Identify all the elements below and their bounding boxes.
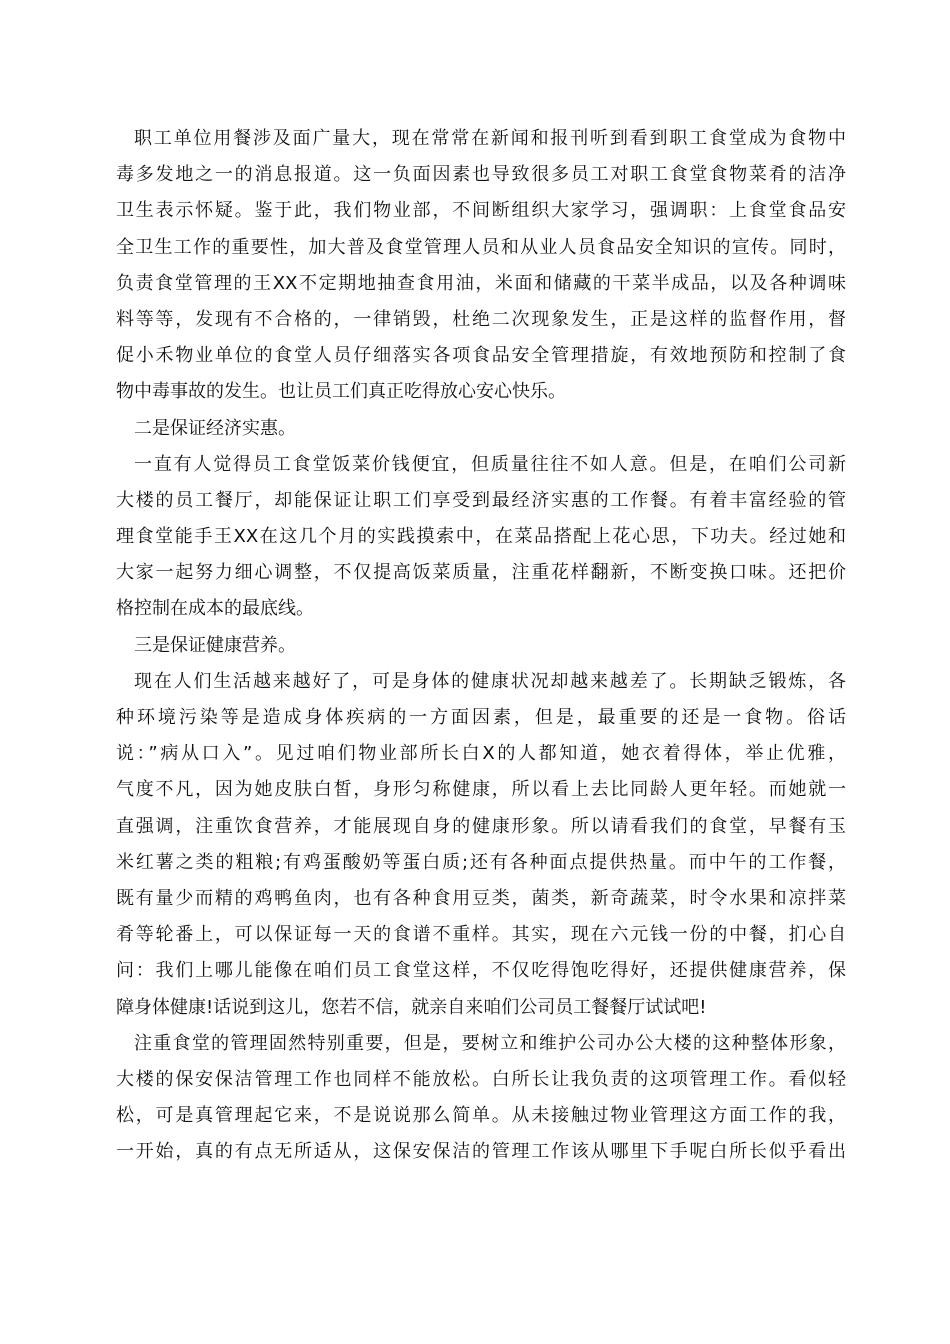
text-line: 现在人们生活越来越好了，可是身体的健康状况却越来越差了。长期缺乏锻炼，各 bbox=[134, 670, 846, 692]
document-body bbox=[116, 121, 846, 1170]
text-line: 大楼的保安保洁管理工作也同样不能放松。白所长让我负责的这项管理工作。看似轻 bbox=[116, 1068, 846, 1090]
section-heading: 三是保证健康营养。 bbox=[134, 634, 296, 656]
text-line: 负责食堂管理的王XX不定期地抽查食用油，米面和储藏的干菜半成品，以及各种调味 bbox=[116, 272, 846, 294]
text-line: 肴等轮番上，可以保证每一天的食谱不重样。其实，现在六元钱一份的中餐，扪心自 bbox=[116, 924, 846, 946]
text-line: 物中毒事故的发生。也让员工们真正吃得放心安心快乐。 bbox=[116, 381, 566, 403]
text-line: 卫生表示怀疑。鉴于此，我们物业部，不间断组织大家学习，强调职：上食堂食品安 bbox=[116, 200, 846, 222]
text-line: 既有量少而精的鸡鸭鱼肉，也有各种食用豆类，菌类，新奇蔬菜，时令水果和凉拌菜 bbox=[116, 887, 846, 909]
text-line: 理食堂能手王XX在这几个月的实践摸索中，在菜品搭配上花心思，下功夫。经过她和 bbox=[116, 526, 846, 548]
text-line: 大家一起努力细心调整，不仅提高饭菜质量，注重花样翻新，不断变换口味。还把价 bbox=[116, 562, 846, 584]
text-line: 大楼的员工餐厅，却能保证让职工们享受到最经济实惠的工作餐。有着丰富经验的管 bbox=[116, 489, 846, 511]
text-line: 一直有人觉得员工食堂饭菜价钱便宜，但质量往往不如人意。但是，在咱们公司新 bbox=[134, 453, 846, 475]
text-line: 松，可是真管理起它来，不是说说那么简单。从未接触过物业管理这方面工作的我， bbox=[116, 1105, 846, 1127]
text-line: 米红薯之类的粗粮;有鸡蛋酸奶等蛋白质;还有各种面点提供热量。而中午的工作餐， bbox=[116, 851, 846, 873]
text-line: 问：我们上哪儿能像在咱们员工食堂这样，不仅吃得饱吃得好，还提供健康营养，保 bbox=[116, 960, 846, 982]
text-line: 种环境污染等是造成身体疾病的一方面因素，但是，最重要的还是一食物。俗话 bbox=[116, 707, 846, 728]
text-line: 料等等，发现有不合格的，一律销毁，杜绝二次现象发生，正是这样的监督作用，督 bbox=[116, 308, 846, 330]
text-line: 全卫生工作的重要性，加大普及食堂管理人员和从业人员食品安全知识的宣传。同时， bbox=[116, 236, 846, 258]
section-heading: 二是保证经济实惠。 bbox=[134, 417, 296, 439]
text-line: 毒多发地之一的消息报道。这一负面因素也导致很多员工对职工食堂食物菜肴的洁净 bbox=[116, 164, 846, 186]
text-line: 职工单位用餐涉及面广量大，现在常常在新闻和报刊听到看到职工食堂成为食物中 bbox=[134, 128, 846, 149]
text-line: 直强调，注重饮食营养，才能展现自身的健康形象。所以请看我们的食堂，早餐有玉 bbox=[116, 815, 846, 837]
text-line: 说：”病从口入”。见过咱们物业部所长白X的人都知道，她衣着得体，举止优雅， bbox=[116, 743, 846, 765]
text-line: 注重食堂的管理固然特别重要，但是，要树立和维护公司办公大楼的这种整体形象， bbox=[134, 1032, 846, 1054]
text-line: 障身体健康!话说到这儿，您若不信，就亲自来咱们公司员工餐餐厅试试吧! bbox=[116, 996, 707, 1018]
text-line: 一开始，真的有点无所适从，这保安保洁的管理工作该从哪里下手呢白所长似乎看出 bbox=[116, 1141, 846, 1163]
text-line: 气度不凡，因为她皮肤白皙，身形匀称健康，所以看上去比同龄人更年轻。而她就一 bbox=[116, 779, 846, 801]
text-line: 促小禾物业单位的食堂人员仔细落实各项食品安全管理措旋，有效地预防和控制了食 bbox=[116, 345, 846, 367]
text-line: 格控制在成本的最底线。 bbox=[116, 598, 314, 620]
